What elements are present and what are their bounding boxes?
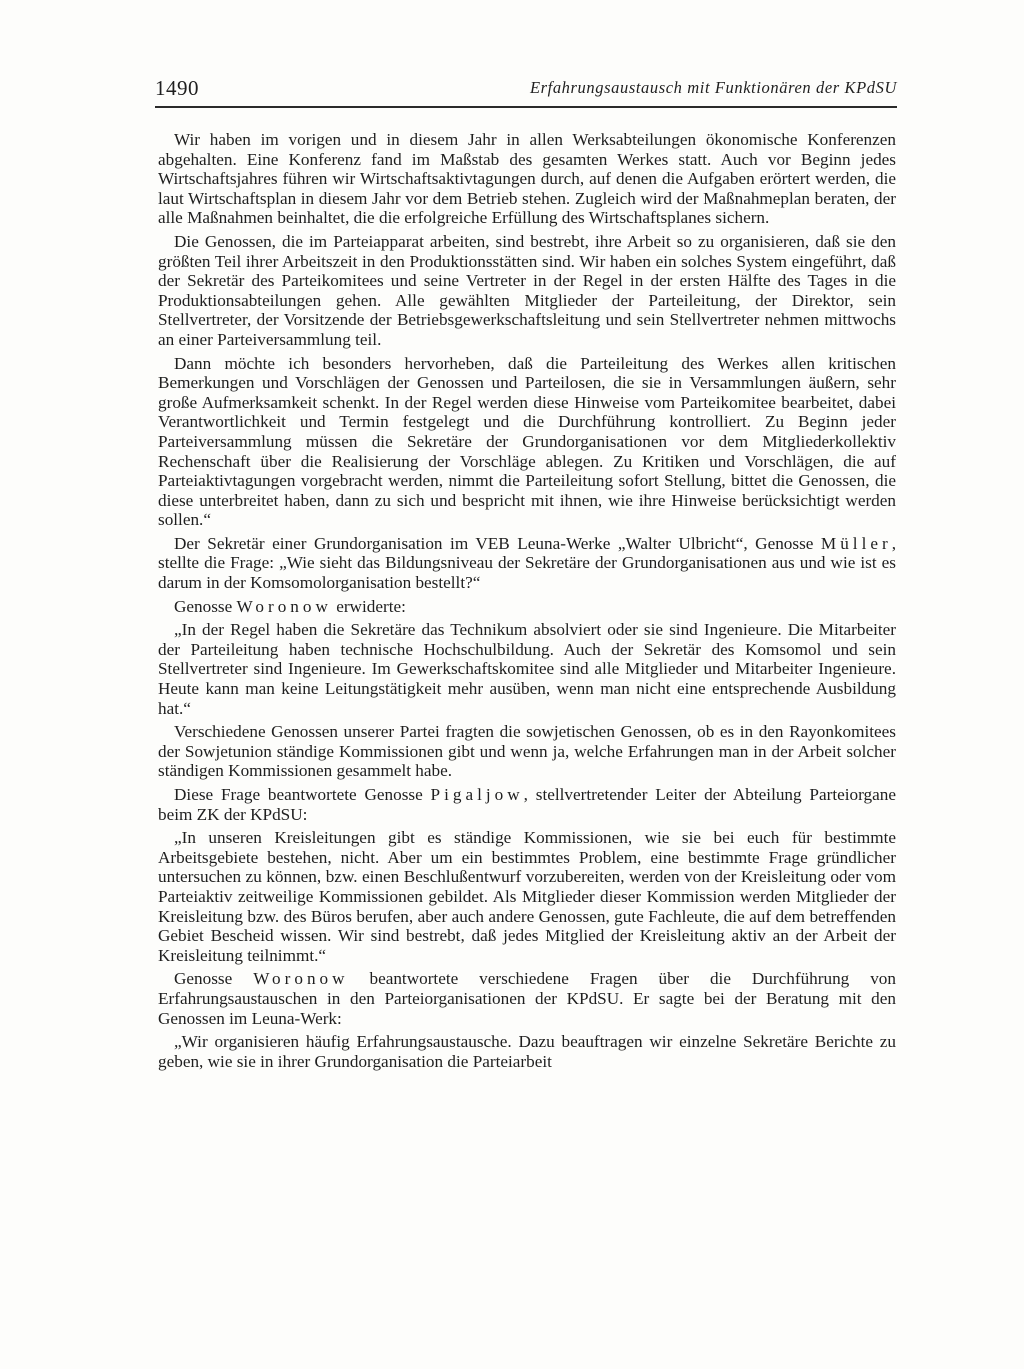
running-title: Erfahrungsaustausch mit Funktionären der KPdSU — [529, 78, 897, 97]
person-name-mueller: Müller — [820, 533, 892, 553]
person-name-woronow: Woronow — [236, 596, 332, 616]
paragraph-9: „In unseren Kreisleitungen gibt es ständige Kommissionen, wie sie bei euch für bestimmte Arbeitsgebiete bestehen, nicht. Aber um ein bestimmtes Problem, eine bestimmte Frage gründlicher untersuchen zu können, bzw. einen Beschlußentwurf vorzubereiten, werden von der Kreisleitung oder vom Parteiaktiv zeitweilige Kommissionen gebildet. Als Mitglieder dieser Kommission werden Mitglieder der Kreisleitung bzw. des Büros berufen, aber auch andere Genossen, gute Fachleute, die auf dem betreffenden Gebiet Bescheid wissen. Wir sind bestrebt, daß jedes Mitglied der Kreisleitung aktiv an der Arbeit der Kreisleitung teilnimmt.“ — [158, 828, 896, 965]
paragraph-11: „Wir organisieren häufig Erfahrungsaustausche. Dazu beauftragen wir einzelne Sekretäre Berichte zu geben, wie sie in ihrer Grundorganisation die Parteiarbeit — [158, 1032, 896, 1071]
paragraph-2: Die Genossen, die im Parteiapparat arbeiten, sind bestrebt, ihre Arbeit so zu organisieren, daß sie den größten Teil ihrer Arbeitszeit in den Produktionsstätten sind. Wir haben ein solches System eingeführt, daß der Sekretär des Parteikomitees und seine Vertreter in der Regel in der ersten Hälfte des Tages in die Produktionsabteilungen gehen. Alle gewählten Mitglieder der Parteileitung, der Direktor, sein Stellvertreter, der Vorsitzende der Betriebsgewerkschaftsleitung und sein Stellvertreter nehmen mittwochs an einer Parteiversammlung teil. — [158, 231, 896, 349]
paragraph-10 — [158, 969, 896, 1028]
page-number: 1490 — [155, 76, 199, 100]
paragraph-10-before: Genosse — [174, 969, 254, 989]
paragraph-1: Wir haben im vorigen und in diesem Jahr in allen Werksabteilungen ökonomische Konferenzen abgehalten. Eine Konferenz fand im Maßstab des gesamten Werkes statt. Auch vor Beginn jedes Wirtschaftsjahres führen wir Wirtschaftsaktivtagungen durch, auf denen die Aufgaben erörtert werden, die laut Wirtschaftsplan in diesem Jahr vor dem Betrieb stehen. Zugleich wird der Maßnahmeplan beraten, der alle Maßnahmen beinhaltet, die die erfolgreiche Erfüllung des Wirtschaftsplanes sichern. — [158, 130, 896, 228]
page-header — [155, 74, 897, 108]
paragraph-5-after: erwiderte: — [331, 596, 406, 616]
paragraph-5-before: Genosse — [174, 596, 237, 616]
paragraph-4-before: Der Sekretär einer Grundorganisation im VEB Leuna-Werke „Walter Ulbricht“, Genosse — [174, 533, 821, 553]
paragraph-6: „In der Regel haben die Sekretäre das Technikum absolviert oder sie sind Ingenieure. Die Mitarbeiter der Parteileitung haben technische Hochschulbildung. Auch der Sekretär des Komsomol und sein Stellvertreter sind Ingenieure. Im Gewerkschaftskomitee sind alle Mitglieder und Mitarbeiter Ingenieure. Heute kann man keine Leitungstätigkeit mehr ausüben, wenn man nicht eine entsprechende Ausbildung hat.“ — [158, 620, 896, 718]
paragraph-8-after: , stellvertretender Leiter der Abteilung Parteiorgane beim ZK der KPdSU: — [158, 785, 896, 824]
paragraph-7: Verschiedene Genossen unserer Partei fragten die sowjetischen Genossen, ob es in den Rayonkomitees der Sowjetunion ständige Kommissionen gibt und wenn ja, welche Erfahrungen man in der Arbeit solcher ständigen Kommissionen gesammelt habe. — [158, 722, 896, 781]
paragraph-10-after: beantwortete verschiedene Fragen über die Durchführung von Erfahrungsaustauschen in den Parteiorganisationen der KPdSU. Er sagte bei der Beratung mit den Genossen im Leuna-Werk: — [158, 969, 896, 1028]
person-name-pigaljow: Pigaljow — [430, 785, 524, 804]
paragraph-3: Dann möchte ich besonders hervorheben, daß die Parteileitung des Werkes allen kritischen Bemerkungen und Vorschlägen der Genossen und Parteilosen, die sie in Versammlungen äußern, sehr große Aufmerksamkeit schenkt. In der Regel werden diese Hinweise vom Parteikomitee bearbeitet, dabei Verantwortlichkeit und Termin festgelegt und die Durchführung kontrolliert. Zu Beginn jeder Parteiversammlung müssen die Sekretäre der Grundorganisationen vor dem Mitgliederkollektiv Rechenschaft über die Realisierung der Vorschläge ablegen. Zu Kritiken und Vorschlägen, die auf Parteiaktivtagungen vorgebracht werden, nimmt die Parteileitung sofort Stellung, bittet die Genossen, die diese unterbreitet haben, dann zu sich und bespricht mit ihnen, wie ihre Hinweise berücksichtigt werden sollen.“ — [158, 353, 896, 530]
body-text — [158, 130, 896, 1075]
paragraph-4-after: , stellte die Frage: „Wie sieht das Bildungsniveau der Sekretäre der Grundorganisationen aus und wie ist es darum in der Komsomolorganisation bestellt?“ — [158, 533, 896, 593]
paragraph-4 — [158, 534, 896, 593]
paragraph-5 — [158, 597, 896, 617]
paragraph-8 — [158, 785, 896, 824]
person-name-woronow-2: Woronow — [253, 969, 349, 989]
paragraph-8-before: Diese Frage beantwortete Genosse — [174, 785, 431, 804]
